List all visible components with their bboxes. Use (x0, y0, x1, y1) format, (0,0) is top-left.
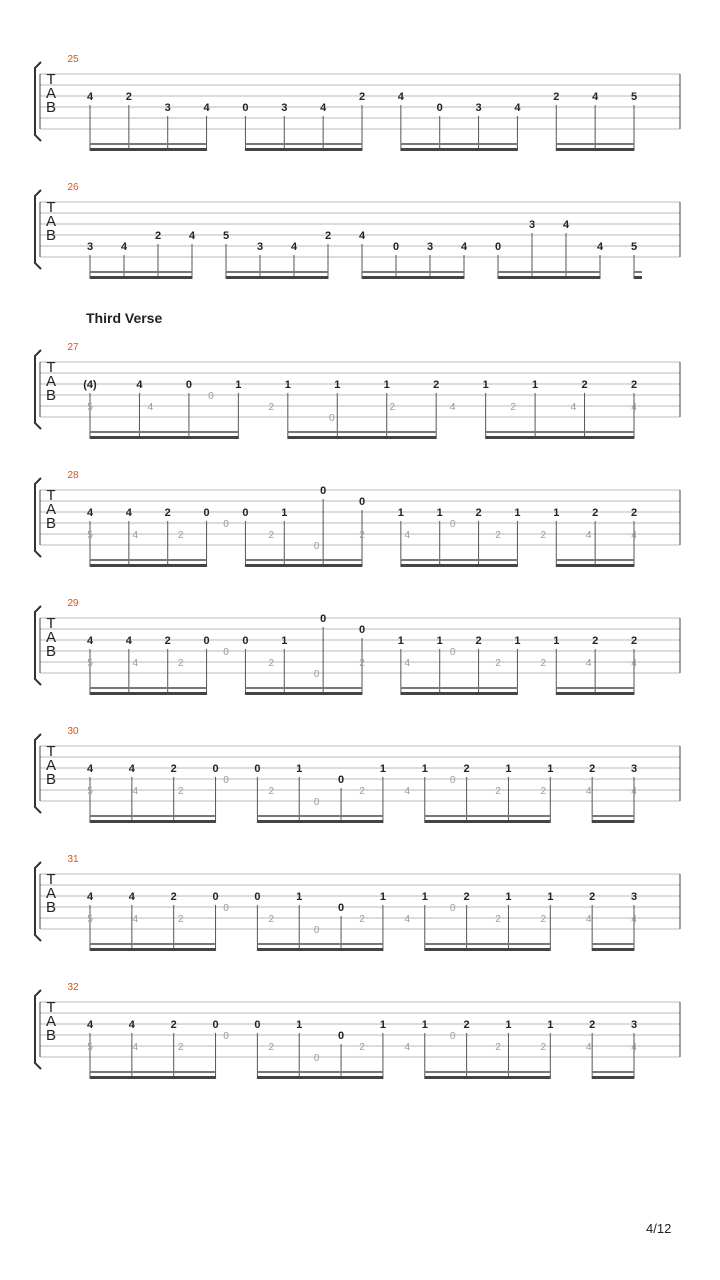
beam (245, 148, 362, 151)
fret-number: 1 (379, 1019, 386, 1031)
fret-number: 4 (596, 241, 604, 253)
fret-number: 1 (284, 379, 291, 391)
tab-clef-letter: T (46, 71, 56, 88)
fret-number: 0 (436, 102, 443, 114)
beam (226, 271, 328, 273)
ghost-fret-number: 2 (540, 658, 547, 669)
beam (362, 276, 464, 279)
beam (425, 815, 551, 817)
fret-number: 2 (553, 91, 560, 103)
ghost-fret-number: 0 (223, 519, 229, 530)
beam (498, 276, 600, 279)
fret-number: 3 (281, 102, 288, 114)
beam (257, 943, 383, 945)
ghost-fret-number: 0 (449, 903, 456, 914)
beam (90, 148, 207, 151)
beam (401, 143, 518, 145)
ghost-fret-number: 5 (87, 1042, 93, 1053)
fret-number: 1 (505, 1019, 512, 1031)
beam (90, 431, 238, 433)
ghost-fret-number: 2 (495, 530, 501, 541)
bar-number: 25 (67, 54, 79, 65)
fret-number: 2 (463, 1019, 470, 1031)
fret-number: 2 (475, 635, 482, 647)
ghost-fret-number: 4 (449, 402, 456, 413)
fret-number: 3 (630, 891, 638, 903)
ghost-fret-number: 2 (495, 658, 501, 669)
fret-number: 1 (553, 635, 560, 647)
page-number: 4/12 (646, 1221, 672, 1236)
fret-number: 2 (592, 507, 599, 519)
ghost-fret-number: 5 (87, 658, 93, 669)
beam (556, 564, 634, 567)
beam (245, 687, 362, 689)
ghost-fret-number: 2 (268, 1042, 275, 1053)
beam (401, 564, 518, 567)
ghost-fret-number: 4 (631, 786, 637, 797)
fret-number: 1 (436, 635, 443, 647)
fret-number: 2 (589, 763, 596, 775)
beam (90, 815, 216, 817)
beam (362, 271, 464, 273)
fret-number: 3 (426, 241, 434, 253)
beam (90, 271, 192, 273)
fret-number: 5 (222, 230, 230, 242)
fret-number: 1 (532, 379, 539, 391)
beam (257, 1076, 383, 1079)
ghost-fret-number: 2 (268, 530, 275, 541)
beam (592, 820, 634, 823)
beam (592, 1076, 634, 1079)
tab-clef-letter: B (45, 387, 57, 404)
ghost-fret-number: 4 (570, 402, 577, 413)
tab-clef-letter: A (45, 85, 57, 102)
ghost-fret-number: 4 (585, 1042, 592, 1053)
fret-number: 2 (463, 763, 470, 775)
beam (401, 148, 518, 151)
ghost-fret-number: 5 (87, 914, 93, 925)
ghost-fret-number: 4 (585, 658, 592, 669)
beam (90, 559, 207, 561)
section-title: Third Verse (86, 310, 163, 326)
bar-number: 28 (67, 470, 79, 481)
ghost-fret-number: 2 (359, 1042, 365, 1053)
tab-clef-letter: A (45, 757, 57, 774)
fret-number: 2 (154, 230, 162, 242)
beam (486, 436, 634, 439)
fret-number: 2 (630, 507, 638, 519)
fret-number: 5 (630, 91, 638, 103)
fret-number: 4 (358, 230, 366, 242)
fret-number: 2 (170, 763, 177, 775)
fret-number: 1 (547, 891, 554, 903)
fret-number: 3 (630, 1019, 638, 1031)
fret-number: 2 (433, 379, 440, 391)
fret-number: 2 (324, 230, 332, 242)
ghost-fret-number: 0 (223, 903, 229, 914)
beam (592, 948, 634, 951)
tab-clef-letter: B (45, 643, 57, 660)
fret-number: 4 (86, 763, 94, 775)
fret-number: 4 (86, 1019, 94, 1031)
fret-number: 0 (203, 507, 210, 519)
tab-clef-letter: B (45, 899, 57, 916)
fret-number: 5 (630, 241, 638, 253)
beam (556, 687, 634, 689)
beam (90, 1071, 216, 1073)
bar-number: 26 (67, 182, 79, 193)
bar-number: 32 (67, 982, 79, 993)
fret-number: 2 (170, 1019, 177, 1031)
tab-clef-letter: A (45, 1013, 57, 1030)
ghost-fret-number: 2 (540, 914, 547, 925)
ghost-fret-number: 0 (328, 413, 335, 424)
beam (90, 564, 207, 567)
fret-number: 0 (242, 635, 249, 647)
beam (592, 815, 634, 817)
fret-number: 1 (421, 763, 428, 775)
fret-number: 0 (338, 774, 345, 786)
beam (425, 948, 551, 951)
fret-number: 1 (421, 891, 428, 903)
tab-clef-letter: A (45, 501, 57, 518)
beam (556, 148, 634, 151)
beam (425, 943, 551, 945)
ghost-fret-number: 2 (495, 914, 501, 925)
fret-number: 3 (630, 763, 638, 775)
ghost-fret-number: 2 (540, 786, 547, 797)
fret-number: 4 (562, 219, 570, 231)
ghost-fret-number: 0 (223, 1031, 229, 1042)
ghost-fret-number: 2 (495, 786, 501, 797)
ghost-fret-number: 2 (510, 402, 516, 413)
fret-number: 1 (296, 763, 303, 775)
ghost-fret-number: 0 (208, 391, 214, 402)
fret-number: 4 (86, 91, 94, 103)
beam (90, 1076, 216, 1079)
tab-clef-letter: B (45, 227, 57, 244)
beam (257, 815, 383, 817)
fret-number: 1 (281, 635, 288, 647)
fret-number: 0 (254, 1019, 261, 1031)
tab-clef-letter: T (46, 359, 56, 376)
fret-number: 1 (421, 1019, 428, 1031)
ghost-fret-number: 0 (449, 519, 456, 530)
fret-number: 3 (528, 219, 536, 231)
fret-number: 0 (212, 763, 219, 775)
ghost-fret-number: 4 (631, 1042, 637, 1053)
tab-clef-letter: A (45, 885, 57, 902)
tab-clef-letter: A (45, 629, 57, 646)
fret-number: 3 (164, 102, 171, 114)
fret-number: 2 (358, 91, 366, 103)
ghost-fret-number: 4 (631, 658, 637, 669)
beam (556, 692, 634, 695)
fret-number: 0 (212, 1019, 219, 1031)
ghost-fret-number: 2 (268, 786, 275, 797)
ghost-fret-number: 2 (177, 658, 184, 669)
fret-number: 2 (125, 91, 132, 103)
beam (634, 271, 642, 273)
ghost-fret-number: 4 (631, 530, 637, 541)
fret-number: 0 (242, 507, 249, 519)
ghost-fret-number: 5 (87, 786, 93, 797)
fret-number: 3 (475, 102, 482, 114)
fret-number: 1 (514, 635, 521, 647)
ghost-fret-number: 4 (631, 402, 637, 413)
ghost-fret-number: 0 (223, 775, 229, 786)
fret-number: 2 (581, 379, 588, 391)
ghost-fret-number: 2 (177, 914, 184, 925)
fret-number: 1 (235, 379, 242, 391)
tab-clef-letter: T (46, 615, 56, 632)
fret-number: 4 (128, 891, 135, 903)
fret-number: 1 (397, 507, 404, 519)
fret-number: 4 (120, 241, 128, 253)
ghost-fret-number: 4 (585, 786, 592, 797)
fret-number: 1 (482, 379, 489, 391)
fret-number: 0 (242, 102, 249, 114)
ghost-fret-number: 0 (313, 1053, 320, 1064)
ghost-fret-number: 4 (147, 402, 154, 413)
beam (90, 943, 216, 945)
beam (425, 820, 551, 823)
fret-number: 1 (547, 763, 554, 775)
beam (257, 820, 383, 823)
beam (401, 687, 518, 689)
ghost-fret-number: 0 (313, 797, 320, 808)
fret-number: 3 (86, 241, 94, 253)
beam (226, 276, 328, 279)
beam (556, 559, 634, 561)
ghost-fret-number: 4 (404, 658, 411, 669)
tab-clef-letter: B (45, 515, 57, 532)
fret-number: 2 (164, 507, 171, 519)
tab-clef-letter: T (46, 487, 56, 504)
ghost-fret-number: 4 (132, 530, 139, 541)
tab-clef-letter: A (45, 213, 57, 230)
beam (90, 948, 216, 951)
fret-number: 4 (125, 507, 132, 519)
fret-number: 2 (630, 379, 638, 391)
fret-number: 2 (589, 891, 596, 903)
fret-number: 1 (397, 635, 404, 647)
ghost-fret-number: 2 (540, 1042, 547, 1053)
beam (556, 143, 634, 145)
fret-number: 1 (383, 379, 390, 391)
fret-number: 4 (290, 241, 298, 253)
fret-number: 4 (397, 91, 404, 103)
ghost-fret-number: 4 (404, 1042, 411, 1053)
fret-number: 4 (86, 507, 94, 519)
ghost-fret-number: 4 (585, 530, 592, 541)
ghost-fret-number: 4 (404, 786, 411, 797)
tab-clef-letter: B (45, 99, 57, 116)
fret-number: 1 (379, 891, 386, 903)
fret-number: 0 (338, 1030, 345, 1042)
ghost-fret-number: 0 (313, 541, 320, 552)
fret-number: 0 (254, 891, 261, 903)
fret-number: 4 (320, 102, 327, 114)
ghost-fret-number: 0 (449, 1031, 456, 1042)
fret-number: 4 (86, 891, 94, 903)
fret-number: 0 (203, 635, 210, 647)
ghost-fret-number: 4 (585, 914, 592, 925)
fret-number: 1 (379, 763, 386, 775)
fret-number: 3 (256, 241, 264, 253)
tab-clef-letter: B (45, 771, 57, 788)
fret-number: 2 (170, 891, 177, 903)
fret-number: 1 (505, 763, 512, 775)
beam (90, 820, 216, 823)
fret-number: 4 (128, 763, 135, 775)
fret-number: (4) (83, 379, 97, 391)
ghost-fret-number: 0 (313, 925, 320, 936)
fret-number: 0 (254, 763, 261, 775)
beam (288, 436, 436, 439)
fret-number: 1 (281, 507, 288, 519)
beam (245, 692, 362, 695)
tab-clef-letter: T (46, 743, 56, 760)
beam (245, 559, 362, 561)
fret-number: 0 (358, 624, 366, 636)
ghost-fret-number: 0 (223, 647, 229, 658)
fret-number: 1 (553, 507, 560, 519)
ghost-fret-number: 4 (404, 914, 411, 925)
ghost-fret-number: 4 (132, 914, 139, 925)
ghost-fret-number: 0 (449, 775, 456, 786)
ghost-fret-number: 2 (359, 530, 365, 541)
ghost-fret-number: 2 (359, 914, 365, 925)
bar-number: 31 (67, 854, 79, 865)
beam (634, 276, 642, 279)
fret-number: 1 (334, 379, 341, 391)
fret-number: 4 (514, 102, 521, 114)
beam (288, 431, 436, 433)
fret-number: 4 (460, 241, 468, 253)
fret-number: 0 (358, 496, 366, 508)
fret-number: 0 (320, 613, 327, 625)
tab-clef-letter: A (45, 373, 57, 390)
beam (401, 692, 518, 695)
fret-number: 0 (212, 891, 219, 903)
fret-number: 2 (463, 891, 470, 903)
bar-number: 29 (67, 598, 79, 609)
ghost-fret-number: 4 (132, 1042, 139, 1053)
beam (245, 564, 362, 567)
ghost-fret-number: 2 (540, 530, 547, 541)
fret-number: 1 (296, 1019, 303, 1031)
ghost-fret-number: 2 (359, 658, 365, 669)
fret-number: 2 (589, 1019, 596, 1031)
fret-number: 4 (592, 91, 599, 103)
ghost-fret-number: 0 (449, 647, 456, 658)
ghost-fret-number: 2 (177, 1042, 184, 1053)
tab-clef-letter: B (45, 1027, 57, 1044)
fret-number: 0 (494, 241, 502, 253)
fret-number: 4 (125, 635, 132, 647)
fret-number: 2 (592, 635, 599, 647)
bar-number: 27 (67, 342, 79, 353)
ghost-fret-number: 2 (268, 914, 275, 925)
beam (257, 1071, 383, 1073)
ghost-fret-number: 2 (268, 658, 275, 669)
beam (486, 431, 634, 433)
beam (90, 687, 207, 689)
tab-clef-letter: T (46, 871, 56, 888)
ghost-fret-number: 4 (631, 914, 637, 925)
fret-number: 1 (505, 891, 512, 903)
beam (592, 1071, 634, 1073)
fret-number: 0 (185, 379, 192, 391)
ghost-fret-number: 4 (132, 658, 139, 669)
fret-number: 4 (136, 379, 143, 391)
beam (592, 943, 634, 945)
ghost-fret-number: 0 (313, 669, 320, 680)
ghost-fret-number: 2 (177, 530, 184, 541)
ghost-fret-number: 2 (389, 402, 396, 413)
fret-number: 0 (338, 902, 345, 914)
ghost-fret-number: 2 (268, 402, 275, 413)
ghost-fret-number: 2 (177, 786, 184, 797)
beam (401, 559, 518, 561)
fret-number: 2 (164, 635, 171, 647)
beam (498, 271, 600, 273)
ghost-fret-number: 2 (359, 786, 365, 797)
beam (90, 276, 192, 279)
fret-number: 1 (296, 891, 303, 903)
beam (425, 1076, 551, 1079)
fret-number: 4 (188, 230, 196, 242)
ghost-fret-number: 4 (404, 530, 411, 541)
fret-number: 2 (630, 635, 638, 647)
fret-number: 4 (86, 635, 94, 647)
beam (90, 436, 238, 439)
fret-number: 4 (128, 1019, 135, 1031)
ghost-fret-number: 4 (132, 786, 139, 797)
beam (257, 948, 383, 951)
ghost-fret-number: 5 (87, 530, 93, 541)
tab-clef-letter: T (46, 999, 56, 1016)
bar-number: 30 (67, 726, 79, 737)
beam (90, 143, 207, 145)
fret-number: 0 (320, 485, 327, 497)
fret-number: 4 (203, 102, 210, 114)
fret-number: 1 (436, 507, 443, 519)
ghost-fret-number: 5 (87, 402, 93, 413)
fret-number: 0 (392, 241, 400, 253)
fret-number: 2 (475, 507, 482, 519)
beam (90, 692, 207, 695)
ghost-fret-number: 2 (495, 1042, 501, 1053)
fret-number: 1 (514, 507, 521, 519)
beam (425, 1071, 551, 1073)
fret-number: 1 (547, 1019, 554, 1031)
beam (245, 143, 362, 145)
tab-clef-letter: T (46, 199, 56, 216)
